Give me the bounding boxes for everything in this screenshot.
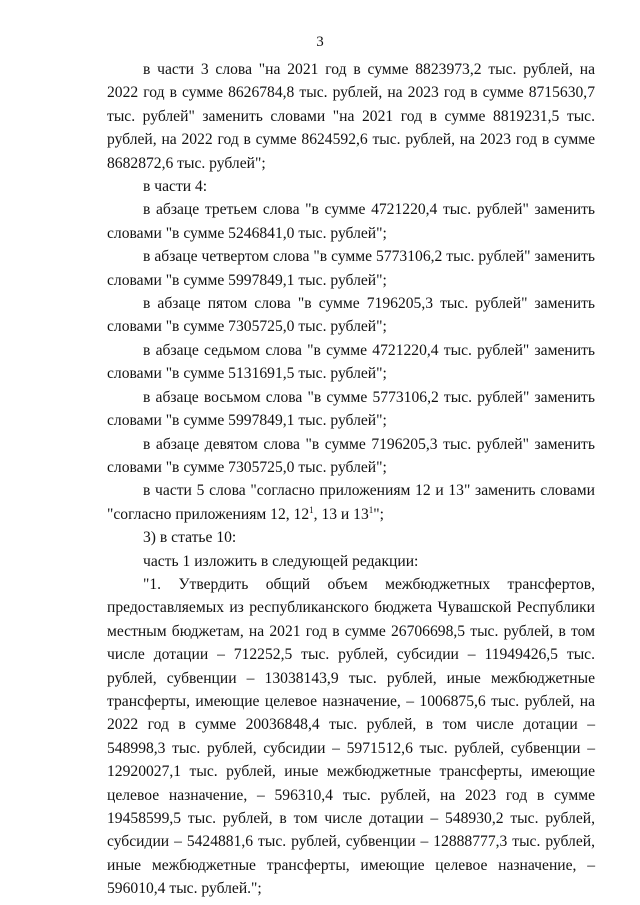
paragraph-part3: в части 3 слова "на 2021 год в сумме 8823973,2 тыс. рублей, на 2022 год в сумме 8626784,8 тыс. рублей, на 2023 год в сумме 8715630,7 тыс. рублей" заменить словами "на 2021 год в сумме 8819231,5 тыс. рублей, на 2022 год в сумме 8624592,6 тыс. рублей, на 2023 год в сумме 8682872,6 тыс. рублей";: [107, 61, 595, 172]
paragraph-abzac-9: в абзаце девятом слова "в сумме 7196205,3 тыс. рублей" заменить словами "в сумме 7305725,0 тыс. рублей";: [107, 435, 595, 476]
part5-text-middle: , 13 и 13: [313, 505, 369, 523]
paragraph-part4-heading: в части 4:: [143, 178, 208, 196]
paragraph-quote: "1. Утвердить общий объем межбюджетных трансфертов, предоставляемых из республиканского бюджета Чувашской Республики местным бюджетам, на 2021 год в сумме 26706698,5 тыс. рублей, в том числе дотации – 712252,5 тыс. рублей, субсидии – 11949426,5 тыс. рублей, субвенции – 13038143,9 тыс. рублей, иные межбюджетные трансферты, имеющие целевое назначение, – 1006875,6 тыс. рублей, на 2022 год в сумме 20036848,4 тыс. рублей, в том числе дотации – 548998,3 тыс. рублей, субсидии – 5971512,6 тыс. рублей, субвенции – 12920027,1 тыс. рублей, иные межбюджетные трансферты, имеющие целевое назначение, – 596310,4 тыс. рублей, на 2023 год в сумме 19458599,5 тыс. рублей, в том числе дотации – 548930,2 тыс. рублей, субсидии – 5424881,6 тыс. рублей, субвенции – 12888777,3 тыс. рублей, иные межбюджетные трансферты, имеющие целевое назначение, – 596010,4 тыс. рублей.";: [107, 575, 595, 898]
paragraph-abzac-3: в абзаце третьем слова "в сумме 4721220,4 тыс. рублей" заменить словами "в сумме 5246841,0 тыс. рублей";: [107, 201, 595, 242]
paragraph-part5: [107, 479, 595, 526]
paragraph-part1-intro: часть 1 изложить в следующей редакции:: [143, 552, 419, 570]
page-number: 3: [316, 34, 324, 50]
part5-text-after: ";: [373, 505, 384, 523]
part5-superscript-2: 1: [368, 504, 374, 515]
part5-superscript-1: 1: [309, 504, 314, 515]
paragraph-item3: 3) в статье 10:: [143, 529, 237, 547]
document-body: [107, 58, 595, 901]
paragraph-abzac-5: в абзаце пятом слова "в сумме 7196205,3 тыс. рублей" заменить словами "в сумме 7305725,0 тыс. рублей";: [107, 295, 595, 336]
paragraph-abzac-8: в абзаце восьмом слова "в сумме 5773106,2 тыс. рублей" заменить словами "в сумме 5997849,1 тыс. рублей";: [107, 388, 595, 430]
paragraph-abzac-4: в абзаце четвертом слова "в сумме 5773106,2 тыс. рублей" заменить словами "в сумме 5997849,1 тыс. рублей";: [107, 248, 595, 289]
part5-text-before: в части 5 слова "согласно приложениям 12 и 13" заменить словами "согласно приложениям 12, 12: [107, 482, 595, 523]
paragraph-abzac-7: в абзаце седьмом слова "в сумме 4721220,4 тыс. рублей" заменить словами "в сумме 5131691,5 тыс. рублей";: [107, 341, 595, 383]
